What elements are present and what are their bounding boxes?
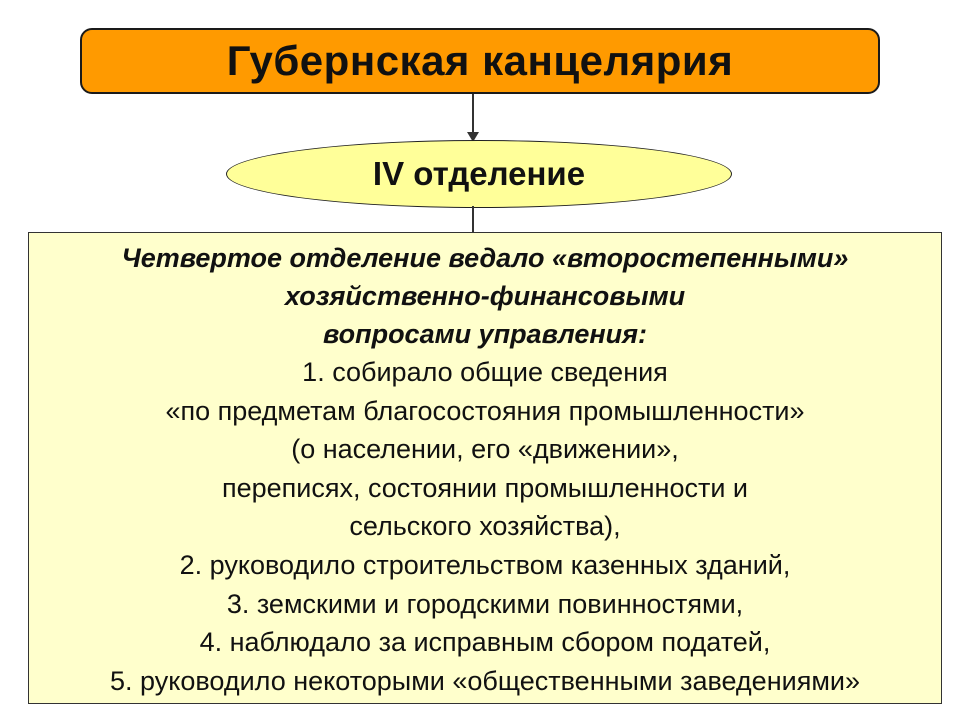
duty-line: переписях, состоянии промышленности и [221,472,748,503]
department-ellipse [226,140,732,208]
department-label: IV отделение [372,155,586,192]
duty-line: 2. руководило строительством казенных зданий, [179,549,791,580]
chancellery-title: Губернская канцелярия [226,37,734,84]
duty-line: 3. земскими и городскими повинностями, [226,588,744,619]
description-intro [29,239,941,353]
intro-line: хозяйственно-финансовыми [284,281,686,311]
description-box [28,232,942,704]
duty-line: «по предметам благосостояния промышленности» [165,395,805,426]
connector-line-bottom [472,206,474,232]
duties-list [29,353,941,700]
duty-line: 1. собирало общие сведения [302,357,668,387]
duty-line: (о населении, его «движении», [291,434,679,465]
intro-line: Четвертое отделение ведало «второстепенными» [121,243,849,273]
duty-line: 5. руководило некоторыми «общественными заведениями» [110,665,860,696]
duty-line: 4. наблюдало за исправным сбором податей, [199,627,771,658]
chancellery-box [80,28,880,94]
duty-line: сельского хозяйства), [349,511,621,542]
intro-line: вопросами управления: [322,319,648,349]
connector-line-top [472,94,474,134]
